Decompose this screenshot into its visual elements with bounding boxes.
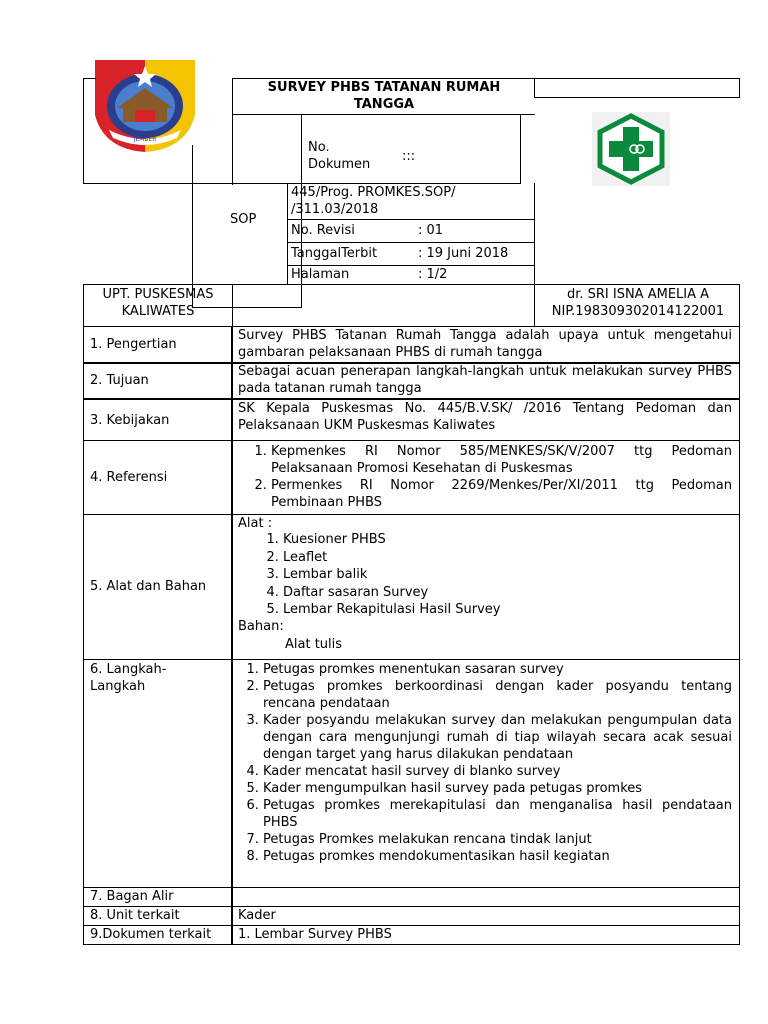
langkah-item: 8. Petugas promkes mendokumentasikan hasil kegiatan xyxy=(263,848,732,865)
tujuan-text: Sebagai acuan penerapan langkah-langkah untuk melakukan survey PHBS pada tatanan rumah tangga xyxy=(238,364,732,396)
langkah-item: 5. Kader mengumpulkan hasil survey pada petugas promkes xyxy=(263,780,732,797)
jember-logo xyxy=(95,60,195,152)
tujuan-label: 2. Tujuan xyxy=(90,373,149,388)
no-dokumen-value: 445/Prog. PROMKES.SOP/ /311.03/2018 xyxy=(291,185,456,217)
langkah-item: 2. Petugas promkes berkoordinasi dengan kader posyandu tentang rencana pendataan xyxy=(263,678,732,712)
alat-item: 2. Leaflet xyxy=(283,549,732,567)
alat-heading: Alat : xyxy=(238,516,273,531)
alat-item: 4. Daftar sasaran Survey xyxy=(283,584,732,602)
bagan-alir-label: 7. Bagan Alir xyxy=(90,889,174,904)
alat-item: 3. Lembar balik xyxy=(283,566,732,584)
langkah-label: 6. Langkah-Langkah xyxy=(90,662,167,694)
alat-bahan-label: 5. Alat dan Bahan xyxy=(90,579,207,594)
signer-name: dr. SRI ISNA AMELIA A xyxy=(566,287,710,302)
no-dokumen-separator: ::: xyxy=(402,149,416,164)
bahan-heading: Bahan: xyxy=(238,619,284,634)
langkah-item: 4. Kader mencatat hasil survey di blanko survey xyxy=(263,763,732,780)
alat-list xyxy=(238,531,732,619)
unit-terkait-text: Kader xyxy=(238,908,276,923)
unit-terkait-label: 8. Unit terkait xyxy=(90,908,180,923)
org-name: UPT. PUSKESMAS KALIWATES xyxy=(102,287,214,319)
referensi-item: 2. Permenkes RI Nomor 2269/Menkes/Per/XI/2011 ttg Pedoman Pembinaan PHBS xyxy=(271,477,732,511)
document-title: SURVEY PHBS TATANAN RUMAH TANGGA xyxy=(267,80,501,112)
kebijakan-label: 3. Kebijakan xyxy=(90,413,170,428)
langkah-item: 7. Petugas Promkes melakukan rencana tindak lanjut xyxy=(263,831,732,848)
tanggal-terbit-value: : 19 Juni 2018 xyxy=(418,246,509,261)
dokumen-terkait-label: 9.Dokumen terkait xyxy=(90,927,212,942)
no-dokumen-label: No. Dokumen xyxy=(308,140,371,172)
logo-left-text: JEMBER xyxy=(133,136,157,143)
langkah-item: 6. Petugas promkes merekapitulasi dan menganalisa hasil pendataan PHBS xyxy=(263,797,732,831)
pengertian-text: Survey PHBS Tatanan Rumah Tangga adalah upaya untuk mengetahui gambaran pelaksanaan PHBS di rumah tangga xyxy=(238,328,732,360)
langkah-item: 3. Kader posyandu melakukan survey dan melakukan pengumpulan data dengan cara mengunjungi rumah di tiap wilayah secara acak sesuai dengan target yang harus dilakukan pendataan xyxy=(263,712,732,763)
langkah-list xyxy=(238,661,732,865)
signer-nip: NIP.198309302014122001 xyxy=(551,304,725,319)
puskesmas-cross-icon xyxy=(592,112,670,186)
halaman-label: Halaman xyxy=(291,267,350,282)
alat-item: 1. Kuesioner PHBS xyxy=(283,531,732,549)
kebijakan-text: SK Kepala Puskesmas No. 445/B.V.SK/ /2016 Tentang Pedoman dan Pelaksanaan UKM Puskesmas Kaliwates xyxy=(238,401,732,433)
halaman-value: : 1/2 xyxy=(418,267,448,282)
pengertian-label: 1. Pengertian xyxy=(90,337,177,352)
jember-crest-icon xyxy=(95,60,195,152)
bahan-item: Alat tulis xyxy=(285,637,343,652)
referensi-label: 4. Referensi xyxy=(90,470,168,485)
langkah-item: 1. Petugas promkes menentukan sasaran survey xyxy=(263,661,732,678)
referensi-item: 1. Kepmenkes RI Nomor 585/MENKES/SK/V/2007 ttg Pedoman Pelaksanaan Promosi Kesehatan di Puskesmas xyxy=(271,443,732,477)
tanggal-terbit-label: TanggalTerbit xyxy=(291,246,378,261)
dokumen-terkait-text: 1. Lembar Survey PHBS xyxy=(238,927,392,942)
alat-item: 5. Lembar Rekapitulasi Hasil Survey xyxy=(283,601,732,619)
puskesmas-logo xyxy=(592,112,670,186)
no-revisi-label: No. Revisi xyxy=(291,223,355,238)
sop-label: SOP xyxy=(230,212,257,227)
no-revisi-value: : 01 xyxy=(418,223,444,238)
referensi-list xyxy=(238,443,732,511)
